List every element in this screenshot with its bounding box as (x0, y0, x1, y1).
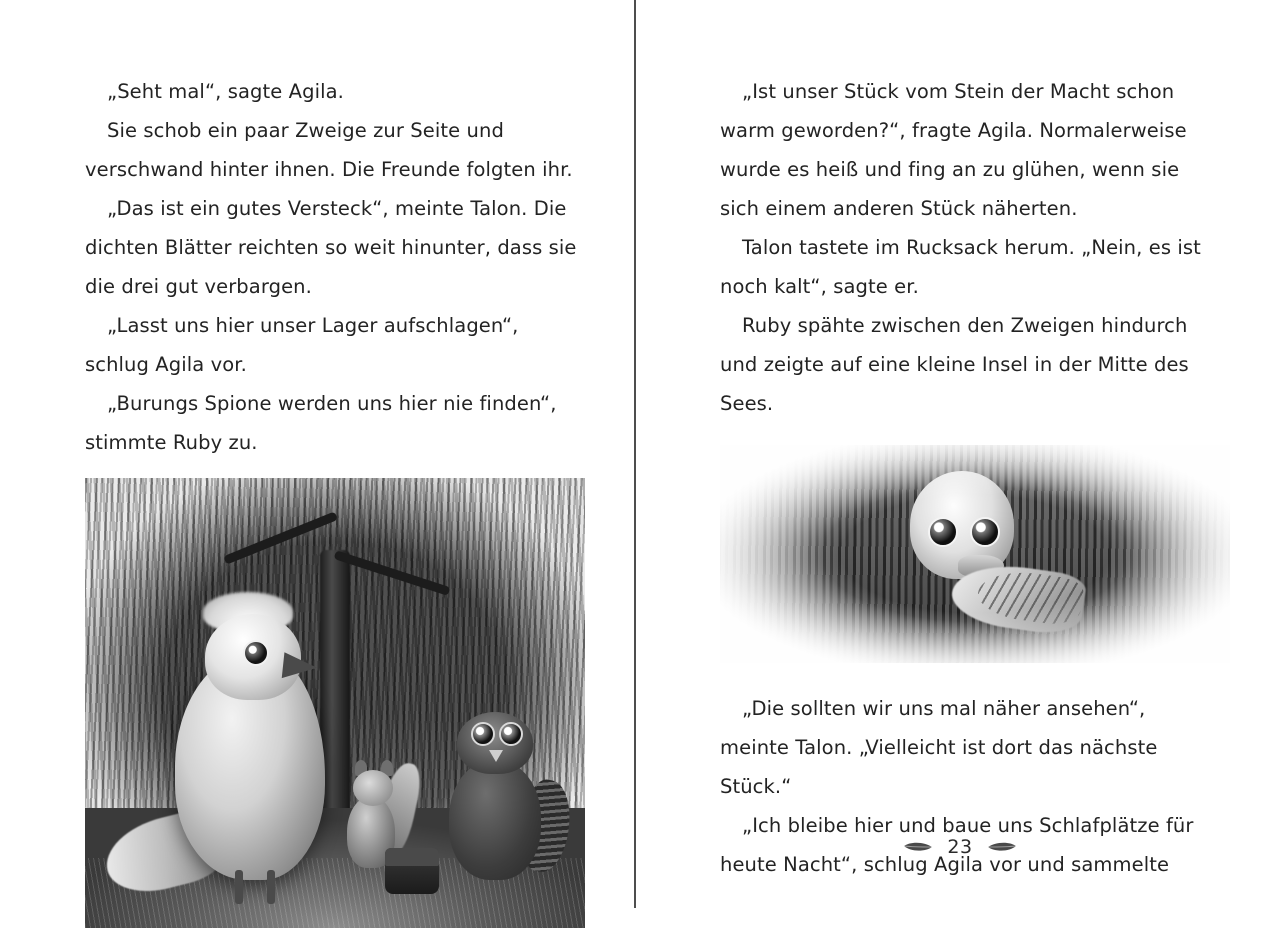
owl-beak (489, 750, 503, 762)
paragraph: „Das ist ein gutes Versteck“, meinte Talon. Die dichten Blätter reichten so weit hinunter, dass sie die drei gut verbargen. (85, 197, 577, 298)
right-page-text-top (720, 0, 1220, 423)
right-page (640, 0, 1280, 908)
leaf-ornament-icon (903, 836, 933, 858)
vignette (720, 445, 1230, 663)
paragraph: „Seht mal“, sagte Agila. (107, 80, 344, 103)
leaf-ornament-icon (987, 836, 1017, 858)
paragraph: „Lasst uns hier unser Lager aufschlagen“, schlug Agila vor. (85, 314, 519, 376)
satchel-flap (385, 848, 439, 866)
paragraph: Sie schob ein paar Zweige zur Seite und verschwand hinter ihnen. Die Freunde folgten ihr. (85, 119, 573, 181)
owl-body (449, 760, 541, 880)
page-folio (640, 836, 1280, 858)
paragraph: „Ist unser Stück vom Stein der Macht schon warm geworden?“, fragte Agila. Normalerweise wurde es heiß und fing an zu glühen, wenn sie sich einem anderen Stück näherten. (720, 80, 1187, 220)
illustration-bird-peeking (720, 445, 1230, 663)
bird-leg (235, 870, 243, 904)
bird-leg (267, 870, 275, 904)
left-page (0, 0, 640, 908)
paragraph: Ruby spähte zwischen den Zweigen hindurch und zeigte auf eine kleine Insel in der Mitte des Sees. (720, 314, 1189, 415)
owl-eye (471, 722, 495, 746)
page-number: 23 (947, 836, 973, 858)
bird-beak (282, 652, 319, 681)
illustration-friends-under-willow (85, 478, 585, 928)
paragraph: Talon tastete im Rucksack herum. „Nein, es ist noch kalt“, sagte er. (720, 236, 1201, 298)
paragraph: „Die sollten wir uns mal näher ansehen“, meinte Talon. „Vielleicht ist dort das nächste Stück.“ (720, 697, 1158, 798)
squirrel-head (353, 770, 393, 806)
book-gutter (634, 0, 636, 908)
bird-eye (243, 640, 269, 666)
owl-helmet-head (457, 712, 533, 774)
paragraph: „Ich bleibe hier und baue uns Schlafplätze für heute Nacht“, schlug Agila vor und sammelte (720, 814, 1194, 876)
owl-eye (499, 722, 523, 746)
paragraph: „Burungs Spione werden uns hier nie finden“, stimmte Ruby zu. (85, 392, 557, 454)
left-page-text (85, 0, 580, 462)
